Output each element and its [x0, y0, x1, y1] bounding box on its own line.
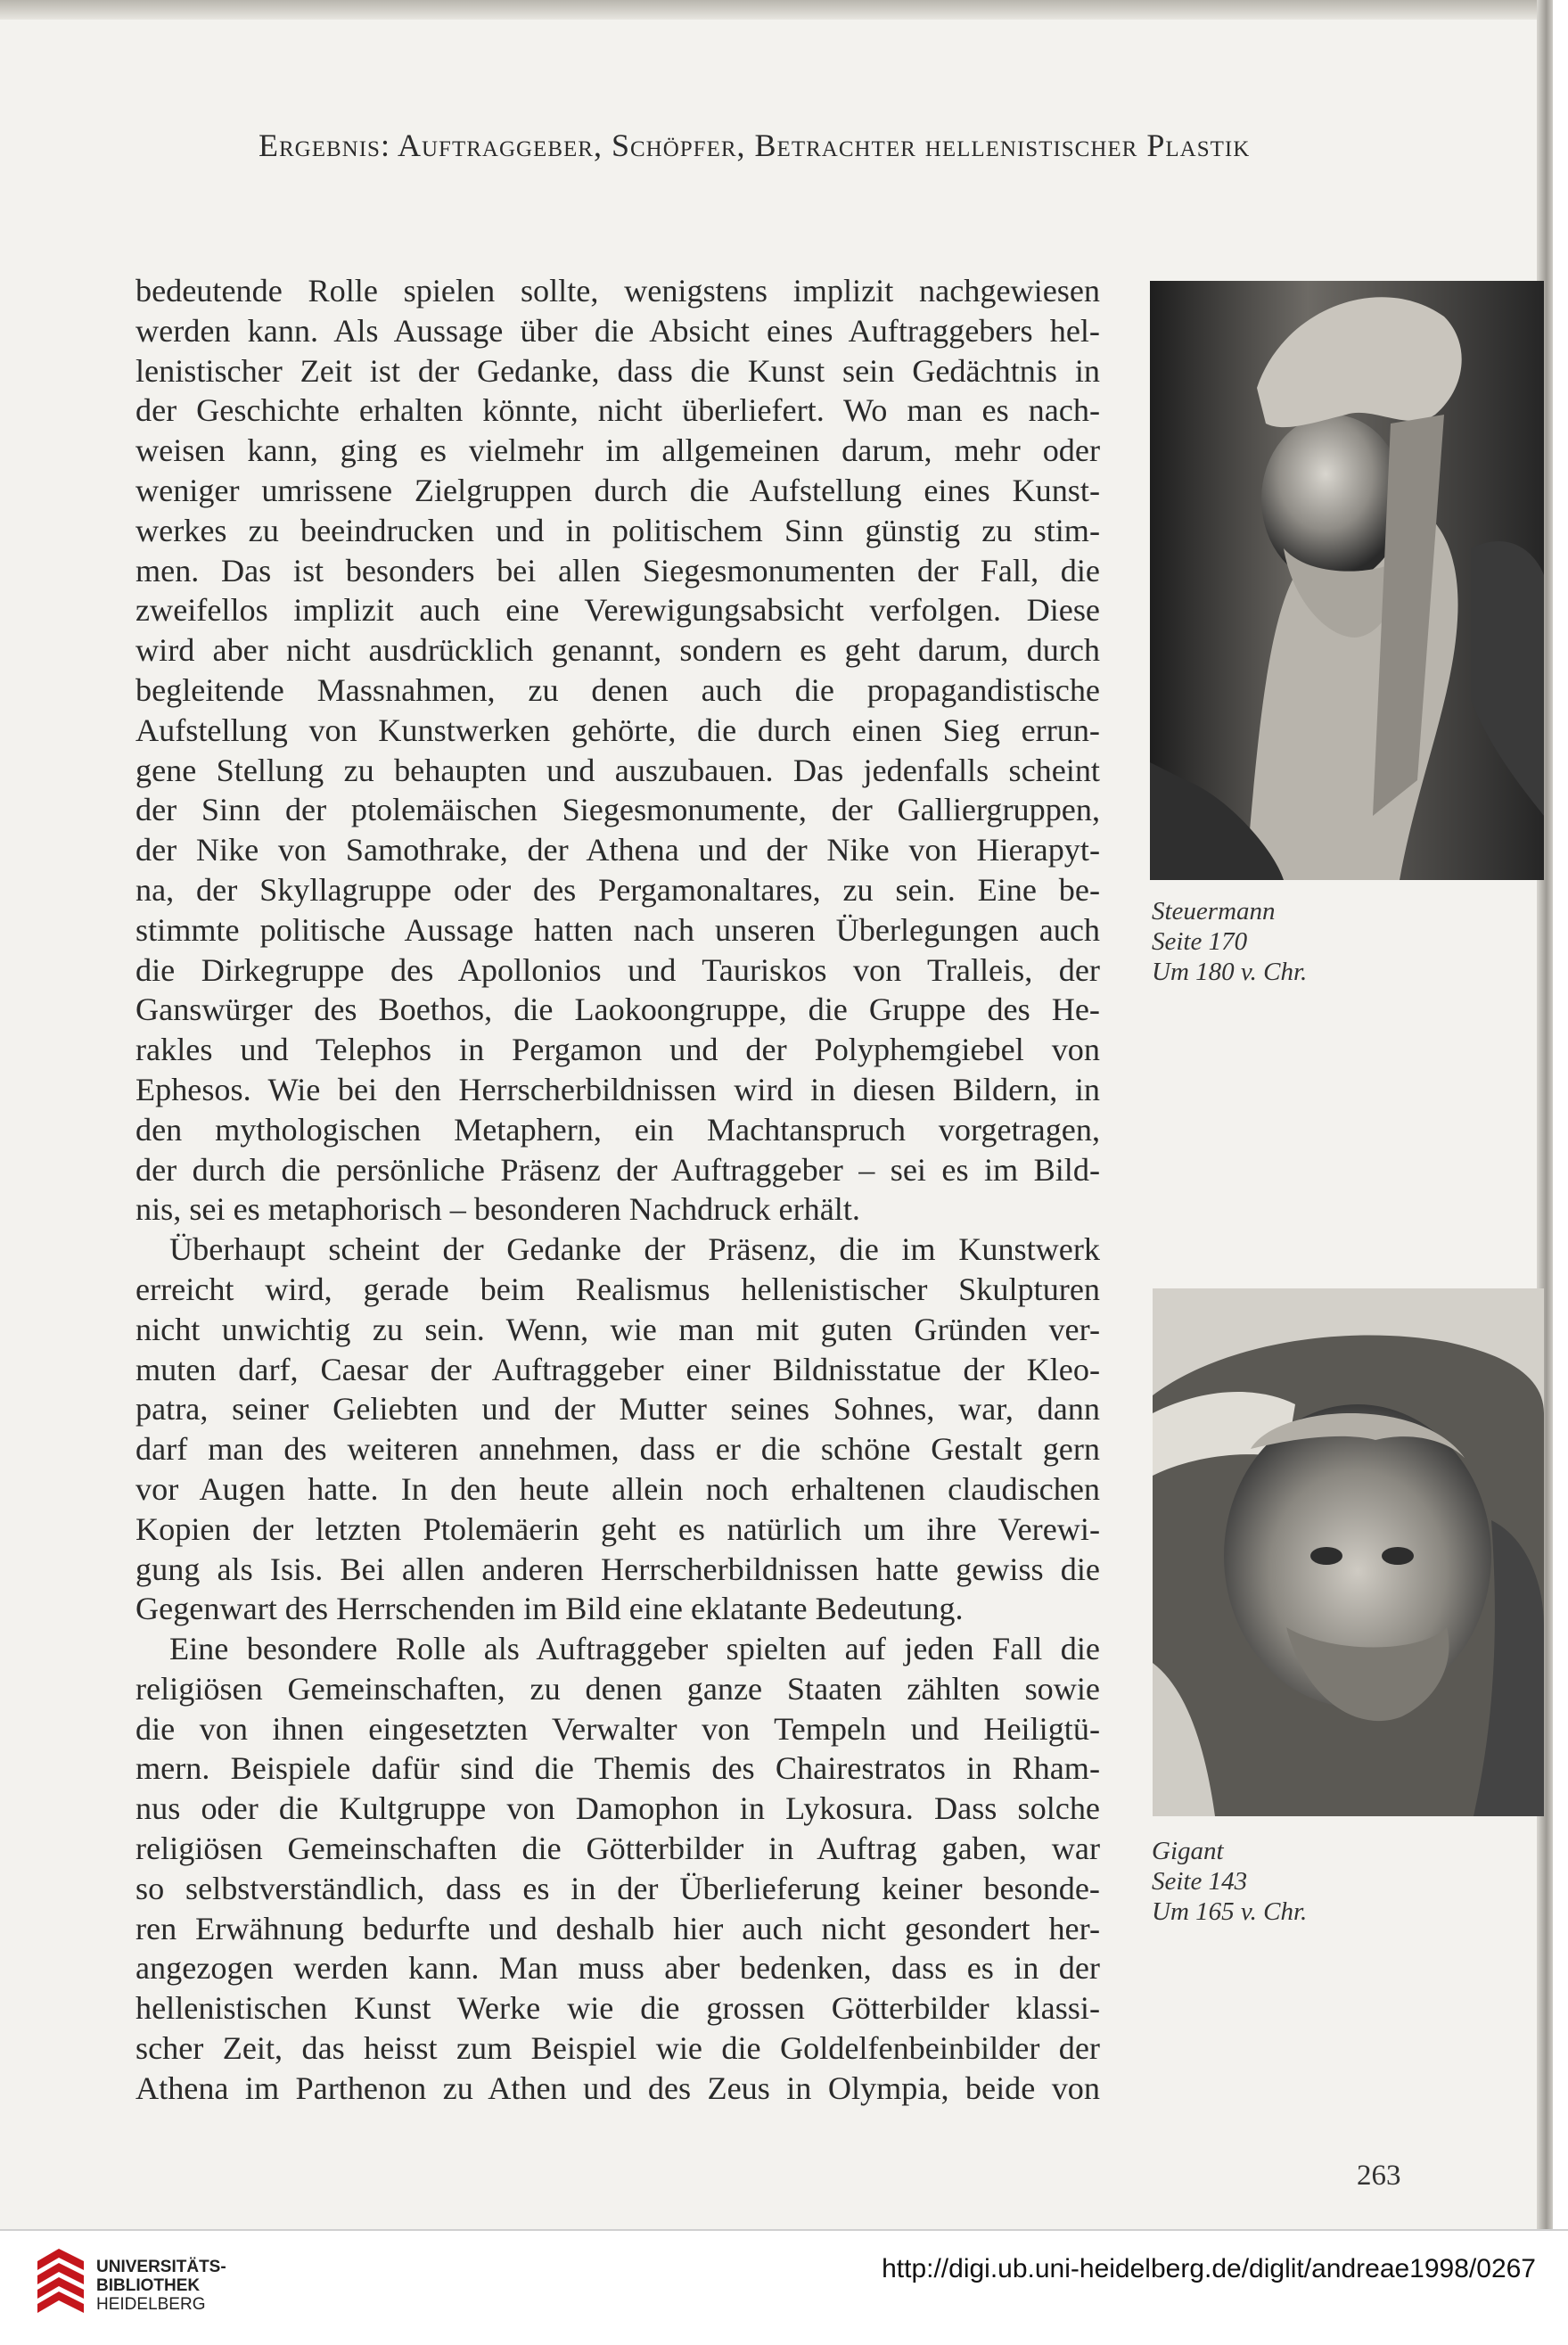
- text-line: so selbstverständlich, dass es in der Überlieferung keiner besonde-: [135, 1870, 1100, 1906]
- library-name: [96, 2258, 226, 2314]
- figure-caption-steuermann: [1152, 896, 1307, 987]
- caption-page-reference: Seite 143: [1152, 1867, 1248, 1896]
- source-url-link[interactable]: http://digi.ub.uni-heidelberg.de/diglit/andreae1998/0267: [882, 2254, 1536, 2283]
- text-line: der Sinn der ptolemäischen Siegesmonumente, der Galliergruppen,: [135, 792, 1100, 828]
- running-head-part: lastik: [1165, 128, 1251, 163]
- text-line: religiösen Gemeinschaften die Götterbilder in Auftrag gaben, war: [135, 1831, 1100, 1867]
- library-name-line: HEIDELBERG: [96, 2295, 206, 2314]
- text-line: weniger umrissene Zielgruppen durch die Aufstellung eines Kunst-: [135, 472, 1100, 508]
- page-number: 263: [1357, 2160, 1401, 2192]
- figure-steuermann-photo: [1150, 281, 1544, 880]
- text-line: Ganswürger des Boethos, die Laokoongruppe, die Gruppe des He-: [135, 991, 1100, 1028]
- text-line: erreicht wird, gerade beim Realismus hellenistischer Skulpturen: [135, 1271, 1100, 1307]
- caption-date: Um 180 v. Chr.: [1152, 958, 1308, 986]
- running-head-part: chöpfer: [629, 128, 737, 163]
- running-head-part: S: [611, 128, 630, 163]
- running-head-part: E: [259, 128, 279, 163]
- running-head-part: B: [754, 128, 777, 163]
- text-line: rakles und Telephos in Pergamon und der Polyphemgiebel von: [135, 1032, 1100, 1068]
- text-line: vor Augen hatte. In den heute allein noch erhaltenen claudischen: [135, 1470, 1100, 1507]
- text-line: begleitende Massnahmen, zu denen auch die propagandistische: [135, 671, 1100, 708]
- text-line: religiösen Gemeinschaften, zu denen ganze Staaten zählten sowie: [135, 1670, 1100, 1707]
- running-head-part: rgebnis: [279, 128, 381, 163]
- text-line: nus oder die Kultgruppe von Damophon in Lykosura. Dass solche: [135, 1790, 1100, 1827]
- running-head-part: ,: [593, 128, 612, 163]
- text-line: der Geschichte erhalten könnte, nicht überliefert. Wo man es nach-: [135, 392, 1100, 429]
- text-line: ren Erwähnung bedurfte und deshalb hier auch nicht gesondert her-: [135, 1910, 1100, 1946]
- caption-page-reference: Seite 170: [1152, 927, 1248, 956]
- text-line: werkes zu beeindrucken und in politischem Sinn günstig zu stim-: [135, 512, 1100, 548]
- text-line: gene Stellung zu behaupten und auszubauen. Das jedenfalls scheint: [135, 752, 1100, 788]
- text-line: scher Zeit, das heisst zum Beispiel wie die Goldelfenbeinbilder der: [135, 2030, 1100, 2067]
- text-line: men. Das ist besonders bei allen Siegesmonumenten der Fall, die: [135, 552, 1100, 588]
- running-head: [259, 127, 1417, 164]
- caption-title: Steuermann: [1152, 897, 1276, 926]
- sculpture-photo-steuermann: [1150, 281, 1544, 880]
- running-head-part: P: [1146, 128, 1166, 163]
- figure-caption-gigant: [1152, 1836, 1307, 1927]
- text-line: lenistischer Zeit ist der Gedanke, dass die Kunst sein Gedächtnis in: [135, 352, 1100, 389]
- text-line: zweifellos implizit auch eine Verewigungsabsicht verfolgen. Diese: [135, 592, 1100, 629]
- running-head-part: A: [397, 128, 422, 163]
- text-line: Eine besondere Rolle als Auftraggeber spielten auf jeden Fall die: [169, 1631, 1100, 1667]
- university-library-logo-icon: [32, 2243, 89, 2324]
- library-name-line: UNIVERSITÄTS-: [96, 2258, 226, 2276]
- text-line: Gegenwart des Herrschenden im Bild eine eklatante Bedeutung.: [135, 1591, 964, 1627]
- text-line: darf man des weiteren annehmen, dass er die schöne Gestalt gern: [135, 1431, 1100, 1468]
- text-line: die Dirkegruppe des Apollonios und Tauriskos von Tralleis, der: [135, 951, 1100, 988]
- text-line: wird aber nicht ausdrücklich genannt, sondern es geht darum, durch: [135, 632, 1100, 669]
- library-name-line: BIBLIOTHEK: [96, 2276, 201, 2295]
- sculpture-photo-gigant: [1153, 1288, 1544, 1816]
- text-line: nis, sei es metaphorisch – besonderen Nachdruck erhält.: [135, 1191, 860, 1228]
- running-head-part: ,: [736, 128, 755, 163]
- text-line: mern. Beispiele dafür sind die Themis des Chairestratos in Rham-: [135, 1750, 1100, 1787]
- text-line: muten darf, Caesar der Auftraggeber einer Bildnisstatue der Kleo-: [135, 1351, 1100, 1387]
- text-line: die von ihnen eingesetzten Verwalter von Tempeln und Heiligtü-: [135, 1710, 1100, 1747]
- caption-date: Um 165 v. Chr.: [1152, 1897, 1308, 1926]
- body-text: [135, 271, 1100, 2109]
- text-line: hellenistischen Kunst Werke wie die grossen Götterbilder klassi-: [135, 1990, 1100, 2027]
- text-line: Ephesos. Wie bei den Herrscherbildnissen wird in diesen Bildern, in: [135, 1071, 1100, 1107]
- caption-title: Gigant: [1152, 1837, 1224, 1865]
- text-line: patra, seiner Geliebten und der Mutter seines Sohnes, war, dann: [135, 1391, 1100, 1428]
- text-line: angezogen werden kann. Man muss aber bedenken, dass es in der: [135, 1950, 1100, 1987]
- text-line: stimmte politische Aussage hatten nach unseren Überlegungen auch: [135, 911, 1100, 948]
- text-line: weisen kann, ging es vielmehr im allgemeinen darum, mehr oder: [135, 432, 1100, 469]
- text-line: nicht unwichtig zu sein. Wenn, wie man mit guten Gründen ver-: [135, 1311, 1100, 1347]
- figure-gigant-photo: [1153, 1288, 1544, 1816]
- footer-bar: [0, 2229, 1568, 2345]
- text-line: na, der Skyllagruppe oder des Pergamonaltares, zu sein. Eine be-: [135, 871, 1100, 908]
- text-line: Aufstellung von Kunstwerken gehörte, die durch einen Sieg errun-: [135, 712, 1100, 748]
- text-line: Athena im Parthenon zu Athen und des Zeus in Olympia, beide von: [135, 2069, 1100, 2106]
- text-line: den mythologischen Metaphern, ein Machtanspruch vorgetragen,: [135, 1111, 1100, 1148]
- text-line: der Nike von Samothrake, der Athena und der Nike von Hierapyt-: [135, 832, 1100, 868]
- text-line: der durch die persönliche Präsenz der Auftraggeber – sei es im Bild-: [135, 1151, 1100, 1188]
- text-line: Kopien der letzten Ptolemäerin geht es natürlich um ihre Verewi-: [135, 1510, 1100, 1547]
- running-head-part: uftraggeber: [421, 128, 594, 163]
- text-line: bedeutende Rolle spielen sollte, wenigstens implizit nachgewiesen: [135, 273, 1100, 309]
- scan-top-edge: [0, 0, 1553, 20]
- running-head-part: etrachter hellenistischer: [776, 128, 1147, 163]
- text-line: Überhaupt scheint der Gedanke der Präsenz, die im Kunstwerk: [169, 1231, 1100, 1268]
- text-line: werden kann. Als Aussage über die Absicht eines Auftraggebers hel-: [135, 312, 1100, 349]
- running-head-part: :: [380, 128, 398, 163]
- text-line: gung als Isis. Bei allen anderen Herrscherbildnissen hatte gewiss die: [135, 1551, 1100, 1587]
